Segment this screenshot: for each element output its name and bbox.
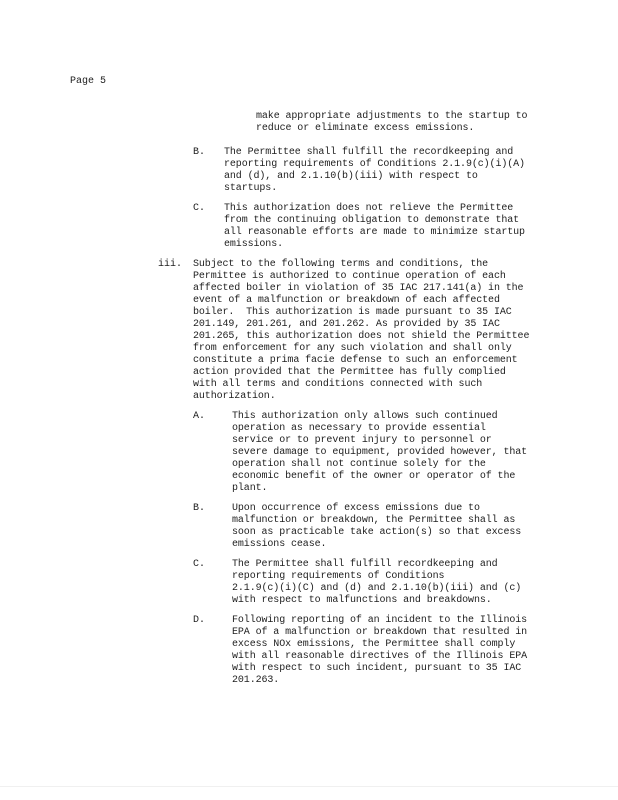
- item-label: B.: [193, 147, 206, 158]
- text-line: authorization.: [193, 391, 276, 402]
- text-line: 201.149, 201.261, and 201.262. As provided by 35 IAC: [193, 319, 500, 330]
- text-line: Subject to the following terms and conditions, the: [193, 259, 489, 270]
- text-line: emissions.: [224, 239, 284, 250]
- text-line: affected boiler in violation of 35 IAC 217.141(a) in the: [193, 283, 524, 294]
- page-number: Page 5: [70, 76, 107, 87]
- text-line: event of a malfunction or breakdown of each affected: [193, 295, 500, 306]
- text-line: The Permittee shall fulfill recordkeeping and: [232, 559, 498, 570]
- text-line: 201.263.: [232, 675, 280, 686]
- item-label: C.: [193, 559, 206, 570]
- text-line: Upon occurrence of excess emissions due to: [232, 503, 480, 514]
- scan-edge: [0, 786, 618, 787]
- text-line: 2.1.9(c)(i)(C) and (d) and 2.1.10(b)(iii) and (c): [232, 583, 522, 594]
- text-line: with respect to such incident, pursuant to 35 IAC: [232, 663, 522, 674]
- text-line: reporting requirements of Conditions 2.1.9(c)(i)(A): [224, 159, 525, 170]
- text-line: operation as necessary to provide essential: [232, 423, 486, 434]
- text-line: plant.: [232, 483, 268, 494]
- text-line: soon as practicable take action(s) so that excess: [232, 527, 522, 538]
- item-label: B.: [193, 503, 206, 514]
- text-line: severe damage to equipment, provided however, that: [232, 447, 528, 458]
- text-line: The Permittee shall fulfill the recordkeeping and: [224, 147, 514, 158]
- text-line: excess NOx emissions, the Permittee shall comply: [232, 639, 516, 650]
- text-line: This authorization only allows such continued: [232, 411, 498, 422]
- text-line: service or to prevent injury to personnel or: [232, 435, 492, 446]
- text-line: economic benefit of the owner or operator of the: [232, 471, 516, 482]
- text-line: with all reasonable directives of the Illinois EPA: [232, 651, 528, 662]
- item-label: A.: [193, 411, 206, 422]
- text-line: startups.: [224, 183, 278, 194]
- text-line: operation shall not continue solely for the: [232, 459, 486, 470]
- text-line: constitute a prima facie defense to such an enforcement: [193, 355, 518, 366]
- text-line: Permittee is authorized to continue operation of each: [193, 271, 506, 282]
- text-line: action provided that the Permittee has fully complied: [193, 367, 506, 378]
- text-line: from the continuing obligation to demonstrate that: [224, 215, 520, 226]
- text-line: Following reporting of an incident to the Illinois: [232, 615, 528, 626]
- text-line: EPA of a malfunction or breakdown that resulted in: [232, 627, 528, 638]
- text-line: all reasonable efforts are made to minimize startup: [224, 227, 525, 238]
- text-line: 201.265, this authorization does not shield the Permittee: [193, 331, 530, 342]
- text-line: reporting requirements of Conditions: [232, 571, 445, 582]
- section-label: iii.: [158, 259, 183, 270]
- text-line: reduce or eliminate excess emissions.: [256, 123, 475, 134]
- text-line: with all terms and conditions connected with such: [193, 379, 483, 390]
- text-line: malfunction or breakdown, the Permittee shall as: [232, 515, 516, 526]
- text-line: boiler. This authorization is made pursuant to 35 IAC: [193, 307, 512, 318]
- text-line: This authorization does not relieve the Permittee: [224, 203, 514, 214]
- text-line: with respect to malfunctions and breakdowns.: [232, 595, 492, 606]
- item-label: C.: [193, 203, 206, 214]
- text-line: emissions cease.: [232, 539, 327, 550]
- item-label: D.: [193, 615, 206, 626]
- text-line: from enforcement for any such violation and shall only: [193, 343, 512, 354]
- text-line: make appropriate adjustments to the startup to: [256, 111, 528, 122]
- text-line: and (d), and 2.1.10(b)(iii) with respect to: [224, 171, 478, 182]
